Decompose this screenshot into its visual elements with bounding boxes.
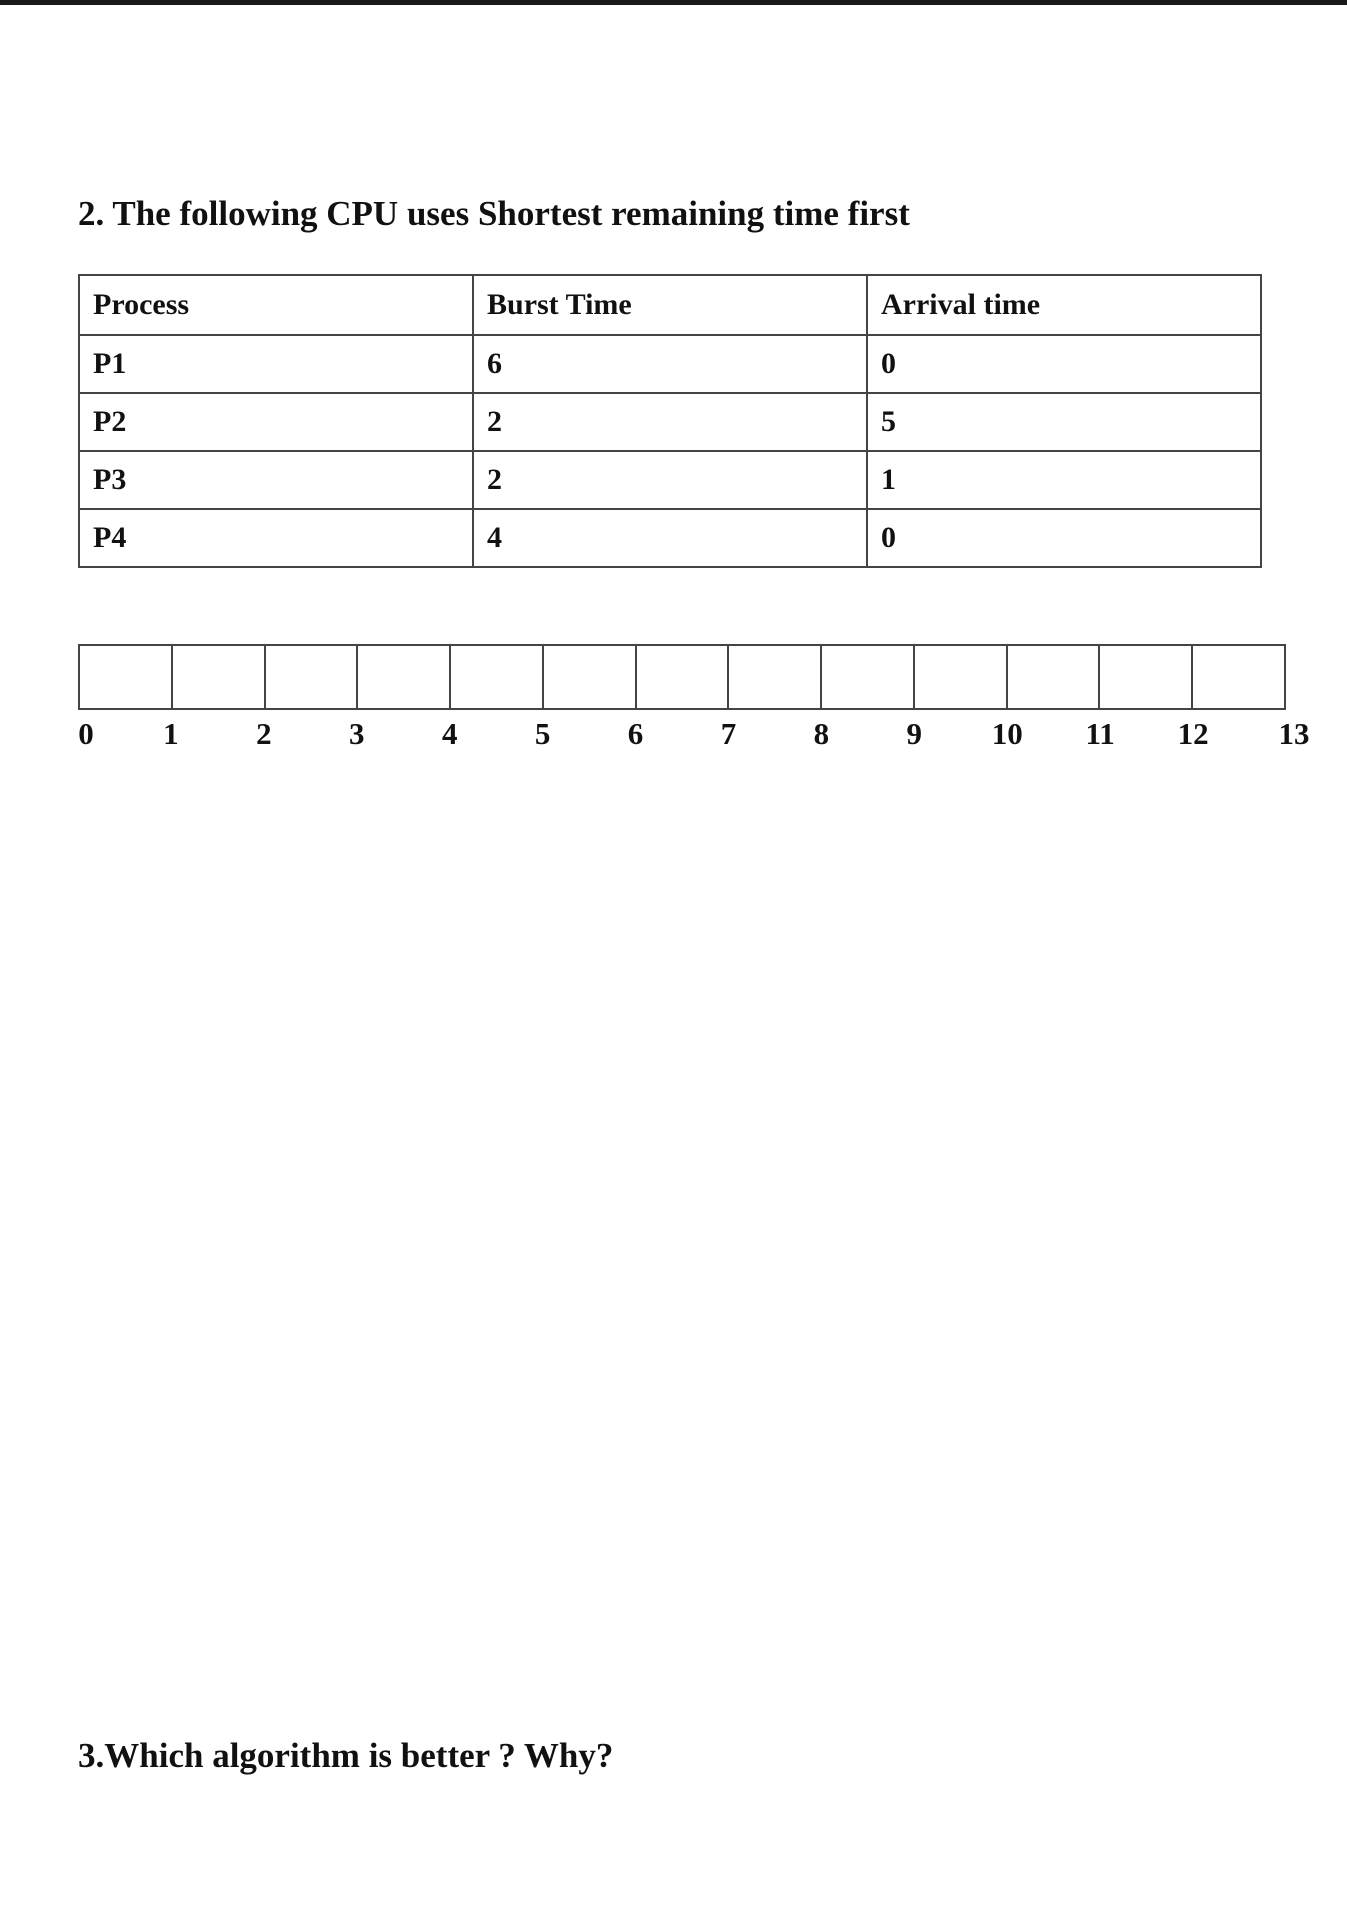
cell-process: P4 [79, 509, 473, 567]
table-row [79, 335, 1261, 393]
gantt-slot [915, 646, 1008, 708]
gantt-slot [822, 646, 915, 708]
gantt-tick-label: 11 [1085, 716, 1115, 751]
gantt-slot [1008, 646, 1101, 708]
gantt-chart-grid [78, 644, 1286, 710]
cell-burst: 2 [473, 451, 867, 509]
gantt-slot [637, 646, 730, 708]
top-border [0, 0, 1347, 5]
table-row [79, 451, 1261, 509]
process-table [78, 274, 1262, 568]
gantt-tick-label: 3 [349, 716, 365, 751]
cell-burst: 6 [473, 335, 867, 393]
gantt-tick-label: 13 [1278, 716, 1310, 751]
gantt-tick-label: 7 [720, 716, 737, 751]
question-2-title: 2. The following CPU uses Shortest remaining time first [78, 194, 910, 233]
cell-arrival: 0 [867, 509, 1261, 567]
cell-process: P2 [79, 393, 473, 451]
header-burst-time: Burst Time [473, 275, 867, 335]
gantt-slot [80, 646, 173, 708]
gantt-slot [1193, 646, 1286, 708]
gantt-tick-label: 9 [906, 716, 923, 751]
table-row [79, 393, 1261, 451]
gantt-tick-label: 6 [627, 716, 644, 751]
cell-arrival: 1 [867, 451, 1261, 509]
gantt-tick-label: 5 [534, 716, 551, 751]
gantt-slot [451, 646, 544, 708]
gantt-slot [544, 646, 637, 708]
cell-process: P1 [79, 335, 473, 393]
table-header-row [79, 275, 1261, 335]
cell-process: P3 [79, 451, 473, 509]
gantt-slot [358, 646, 451, 708]
gantt-tick-label: 10 [991, 716, 1023, 751]
table-row [79, 509, 1261, 567]
gantt-tick-label: 12 [1177, 716, 1209, 751]
question-3-title: 3.Which algorithm is better ? Why? [78, 1736, 614, 1775]
gantt-tick-label: 4 [441, 716, 458, 751]
gantt-tick-label: 0 [78, 716, 94, 751]
gantt-slot [266, 646, 359, 708]
gantt-tick-label: 2 [256, 716, 272, 751]
gantt-slot [173, 646, 266, 708]
cell-burst: 2 [473, 393, 867, 451]
cell-arrival: 5 [867, 393, 1261, 451]
cell-burst: 4 [473, 509, 867, 567]
gantt-slot [729, 646, 822, 708]
header-process: Process [79, 275, 473, 335]
gantt-tick-label: 8 [813, 716, 830, 751]
gantt-slot [1100, 646, 1193, 708]
cell-arrival: 0 [867, 335, 1261, 393]
gantt-tick-label: 1 [163, 716, 179, 751]
header-arrival-time: Arrival time [867, 275, 1261, 335]
